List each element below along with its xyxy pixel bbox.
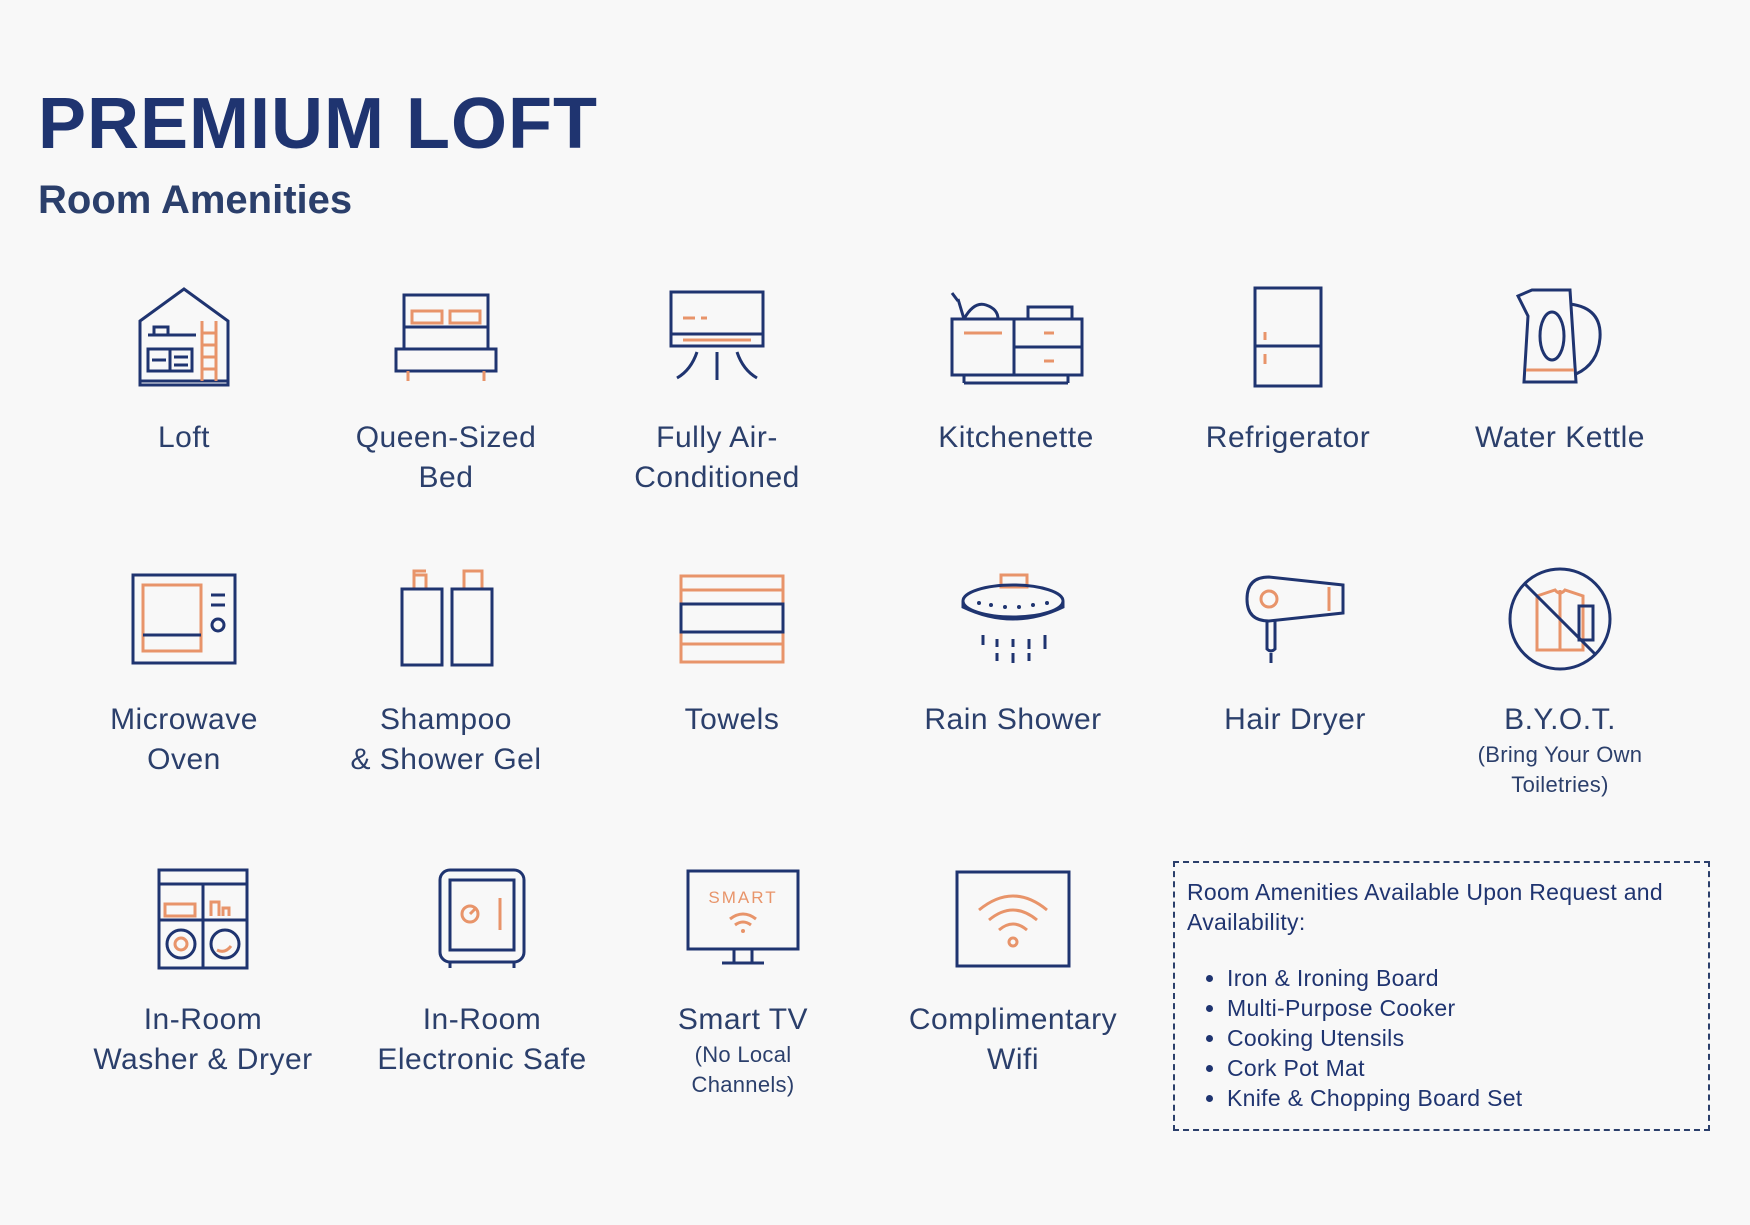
amenity-label: Towels (684, 703, 780, 736)
amenity-label: Hair Dryer (1224, 703, 1366, 736)
rain-shower-icon (961, 573, 1065, 665)
microwave-icon (131, 573, 237, 665)
air-conditioner-icon (669, 290, 765, 384)
upon-request-list (1187, 963, 1696, 1113)
amenity-wifi (878, 860, 1148, 1080)
tv-screen-text: SMART (708, 888, 778, 907)
safe-icon (436, 868, 528, 970)
amenity-label: In-Room Washer & Dryer (93, 1003, 313, 1076)
refrigerator-icon (1253, 286, 1323, 388)
no-toiletries-icon (1507, 566, 1613, 672)
amenity-air-conditioning (582, 278, 852, 498)
water-kettle-icon (1514, 286, 1606, 388)
amenity-label: Loft (157, 421, 211, 454)
kitchenette-icon (948, 289, 1084, 385)
amenity-byot (1425, 560, 1695, 800)
wifi-icon (955, 870, 1071, 968)
amenity-washer-dryer (68, 860, 338, 1080)
page-subtitle: Room Amenities (38, 178, 353, 222)
amenity-label: Kitchenette (938, 421, 1094, 454)
amenity-label: Rain Shower (924, 703, 1102, 736)
hair-dryer-icon (1245, 573, 1345, 665)
list-item: • Cork Pot Mat (1227, 1053, 1696, 1083)
list-item: • Multi-Purpose Cooker (1227, 993, 1696, 1023)
amenity-water-kettle (1425, 278, 1695, 458)
amenity-loft (49, 278, 319, 458)
towels-icon (679, 574, 785, 664)
amenity-refrigerator (1153, 278, 1423, 458)
amenity-label: B.Y.O.T. (1504, 703, 1616, 736)
list-item: • Cooking Utensils (1227, 1023, 1696, 1053)
amenity-label: Shampoo & Shower Gel (350, 703, 542, 776)
amenity-label: Complimentary Wifi (908, 1003, 1118, 1076)
amenity-safe (347, 860, 617, 1080)
amenity-kitchenette (881, 278, 1151, 458)
page-title: PREMIUM LOFT (38, 84, 598, 164)
loft-icon (136, 285, 232, 389)
bed-icon (394, 291, 498, 383)
amenity-note: (Bring Your Own Toiletries) (1477, 742, 1643, 797)
smart-tv-icon (686, 869, 800, 969)
amenity-note: (No Local Channels) (691, 1042, 795, 1097)
amenity-shampoo (311, 560, 581, 780)
list-item: • Knife & Chopping Board Set (1227, 1083, 1696, 1113)
amenity-smart-tv (608, 860, 878, 1100)
washer-dryer-icon (157, 868, 249, 970)
amenity-label: Queen-Sized Bed (355, 421, 537, 494)
upon-request-box (1173, 861, 1710, 1131)
amenity-hair-dryer (1160, 560, 1430, 740)
amenity-label: Water Kettle (1475, 421, 1645, 454)
amenity-towels (597, 560, 867, 740)
shampoo-icon (398, 569, 494, 669)
amenity-label: Smart TV (677, 1003, 809, 1036)
amenity-rain-shower (878, 560, 1148, 740)
amenity-label: Refrigerator (1205, 421, 1371, 454)
amenity-label: In-Room Electronic Safe (377, 1003, 587, 1076)
amenity-bed (311, 278, 581, 498)
amenity-microwave (49, 560, 319, 780)
amenity-label: Microwave Oven (110, 703, 258, 776)
upon-request-heading: Room Amenities Available Upon Request and Availability: (1187, 879, 1663, 935)
list-item: • Iron & Ironing Board (1227, 963, 1696, 993)
amenity-label: Fully Air- Conditioned (634, 421, 800, 494)
